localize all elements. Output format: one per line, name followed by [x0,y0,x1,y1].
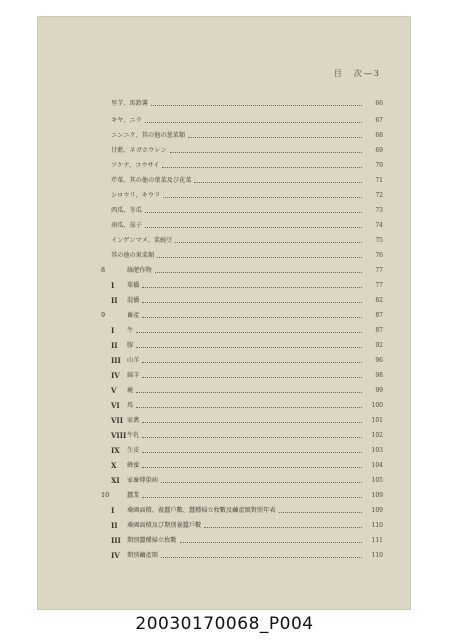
toc-page-number: 67 [375,117,383,125]
toc-row [101,488,383,503]
toc-page-number: 87 [375,312,383,320]
dot-leader [142,287,362,288]
toc-row [101,458,383,473]
toc-row [101,428,383,443]
dot-leader [180,542,363,543]
toc-page-number: 73 [375,207,383,215]
toc-entry-title: 牛乳 [127,432,140,440]
toc-label-wrap [101,96,365,111]
toc-row [101,173,383,188]
toc-row [101,338,383,353]
toc-row [101,323,383,338]
dot-leader [155,272,362,273]
toc-entry-title: 其の他の果菜類 [111,252,155,260]
toc-page-number: 99 [375,387,383,395]
toc-page-number: 70 [375,162,383,170]
toc-label-wrap [101,278,365,293]
toc-label-wrap [101,113,365,128]
toc-entry-title: 畜產 [127,312,140,320]
table-of-contents [101,96,383,563]
toc-page-number: 82 [375,297,383,305]
toc-row [101,353,383,368]
toc-label-wrap [101,458,365,473]
toc-row [101,263,383,278]
toc-page-number: 100 [371,402,383,410]
toc-chapter-number: 10 [101,491,110,500]
toc-label-wrap [101,188,365,203]
toc-section-numeral: V [111,386,117,396]
toc-page-number: 77 [375,267,383,275]
toc-entry-title: 綿羊 [127,372,140,380]
toc-page-number: 72 [375,192,383,200]
toc-row [101,143,383,158]
toc-page-number: 98 [375,372,383,380]
toc-page-number: 102 [371,432,383,440]
toc-page-number: 76 [375,252,383,260]
dot-leader [194,182,362,183]
toc-section-numeral: VIII [111,431,127,441]
toc-row [101,308,383,323]
toc-row [101,503,383,518]
page-header: 目 次―3 [333,69,381,78]
toc-row [101,368,383,383]
dot-leader [136,392,362,393]
toc-label-wrap [101,413,365,428]
toc-section-numeral: III [111,356,121,366]
toc-label-wrap [101,263,365,278]
toc-label-wrap [101,233,365,248]
dot-leader [136,347,362,348]
toc-entry-title: 馬 [127,402,134,410]
dot-leader [136,407,362,408]
dot-leader [188,137,362,138]
toc-section-numeral: I [111,506,115,516]
toc-section-numeral: VII [111,416,123,426]
toc-label-wrap [101,323,365,338]
dot-leader [142,422,362,423]
toc-entry-title: 家禽 [127,417,140,425]
toc-row [101,293,383,308]
toc-entry-title: 甘藍、ネガホウレン [111,147,167,155]
toc-section-numeral: I [111,281,115,291]
toc-label-wrap [101,218,365,233]
dot-leader [145,227,362,228]
toc-entry-title: 芹菜、其の他の葉菜及び花菜 [111,177,192,185]
toc-entry-title: 蠶業 [127,492,140,500]
dot-leader [142,467,362,468]
toc-label-wrap [101,203,365,218]
dot-leader [175,242,362,243]
toc-chapter-number: 8 [101,266,106,275]
toc-page-number: 110 [371,552,383,560]
dot-leader [142,437,362,438]
toc-entry-title: 桑園面積及び期別養蠶戶數 [127,522,202,530]
toc-entry-title: 綠肥作物 [127,267,152,275]
toc-entry-title: キヤ、ニラ [111,117,142,125]
toc-label-wrap [101,368,365,383]
toc-section-numeral: II [111,296,118,306]
toc-label-wrap [101,338,365,353]
toc-entry-title: 生皮 [127,447,140,455]
toc-entry-title: 牛 [127,327,134,335]
dot-leader [145,122,362,123]
toc-chapter-number: 9 [101,311,106,320]
toc-row [101,188,383,203]
dot-leader [161,557,362,558]
toc-label-wrap [101,398,365,413]
image-caption: 20030170068_P004 [135,614,314,634]
toc-entry-title: 南瓜、茄子 [111,222,142,230]
dot-leader [142,302,362,303]
toc-page-number: 101 [371,417,383,425]
dot-leader [163,197,362,198]
toc-row [101,233,383,248]
toc-page-number: 96 [375,357,383,365]
toc-page-number: 75 [375,237,383,245]
toc-page-number: 77 [375,282,383,290]
toc-entry-title: 混播 [127,297,140,305]
dot-leader [145,212,362,213]
toc-row [101,278,383,293]
dot-leader [142,452,362,453]
toc-entry-title: 西瓜、冬瓜 [111,207,142,215]
toc-row [101,96,383,111]
toc-label-wrap [101,533,365,548]
toc-page-number: 68 [375,132,383,140]
toc-label-wrap [101,293,365,308]
toc-section-numeral: III [111,536,121,546]
toc-label-wrap [101,353,365,368]
toc-entry-title: 鹿 [127,387,134,395]
toc-row [101,203,383,218]
toc-section-numeral: I [111,326,115,336]
toc-label-wrap [101,548,365,563]
toc-row [101,128,383,143]
toc-entry-title: 單播 [127,282,140,290]
dot-leader [170,152,362,153]
toc-page-number: 74 [375,222,383,230]
toc-entry-title: 豚 [127,342,134,350]
toc-row [101,158,383,173]
toc-entry-title: ツケナ、コウサイ [111,162,160,170]
toc-label-wrap [101,488,365,503]
dot-leader [157,257,362,258]
toc-section-numeral: XI [111,476,120,486]
toc-label-wrap [101,128,365,143]
dot-leader [161,482,362,483]
toc-page-number: 105 [371,477,383,485]
dot-leader [142,497,362,498]
dot-leader [136,332,362,333]
toc-row [101,413,383,428]
toc-page-number: 66 [375,100,383,107]
dot-leader [142,362,362,363]
toc-section-numeral: X [111,461,117,471]
dot-leader [142,377,362,378]
toc-entry-title: 山羊 [127,357,140,365]
toc-entry-title: 里芋、馬鈴薯 [111,100,149,107]
toc-section-numeral: IV [111,371,120,381]
toc-label-wrap [101,308,365,323]
toc-entry-title: 桑園面積、養蠶戶數、蠶種掃立枚數及繭產額對照年表 [127,507,276,515]
toc-entry-title: シロウリ、キウリ [111,192,161,200]
scanned-page [37,16,411,610]
toc-label-wrap [101,503,365,518]
dot-leader [279,512,363,513]
toc-row [101,383,383,398]
toc-page-number: 92 [375,342,383,350]
toc-page-number: 104 [371,462,383,470]
dot-leader [151,105,362,106]
toc-row [101,398,383,413]
toc-page-number: 109 [371,492,383,500]
toc-page-number: 110 [371,522,383,530]
toc-entry-title: インゲンマメ、菜豌豆 [111,237,173,245]
toc-row [101,518,383,533]
toc-row [101,218,383,233]
toc-row [101,113,383,128]
toc-label-wrap [101,443,365,458]
toc-row [101,473,383,488]
toc-row [101,248,383,263]
toc-section-numeral: IV [111,551,120,561]
toc-entry-title: 蜂蜜 [127,462,140,470]
toc-label-wrap [101,383,365,398]
toc-entry-title: 家畜傳染病 [127,477,158,485]
dot-leader [162,167,362,168]
dot-leader [204,527,362,528]
toc-page-number: 87 [375,327,383,335]
toc-row [101,548,383,563]
toc-row [101,443,383,458]
toc-label-wrap [101,158,365,173]
toc-page-number: 69 [375,147,383,155]
toc-entry-title: ニンニク、其の他の葱菜類 [111,132,186,140]
toc-page-number: 71 [375,177,383,185]
toc-page-number: 103 [371,447,383,455]
toc-row [101,533,383,548]
toc-label-wrap [101,428,365,443]
toc-entry-title: 期別蠶種掃立枚數 [127,537,177,545]
toc-section-numeral: II [111,521,118,531]
toc-label-wrap [101,473,365,488]
toc-page-number: 111 [371,537,383,545]
dot-leader [142,317,362,318]
toc-label-wrap [101,143,365,158]
toc-label-wrap [101,518,365,533]
toc-section-numeral: VI [111,401,120,411]
toc-section-numeral: IX [111,446,120,456]
toc-label-wrap [101,173,365,188]
toc-entry-title: 期別繭產額 [127,552,158,560]
toc-page-number: 109 [371,507,383,515]
toc-label-wrap [101,248,365,263]
toc-section-numeral: II [111,341,118,351]
